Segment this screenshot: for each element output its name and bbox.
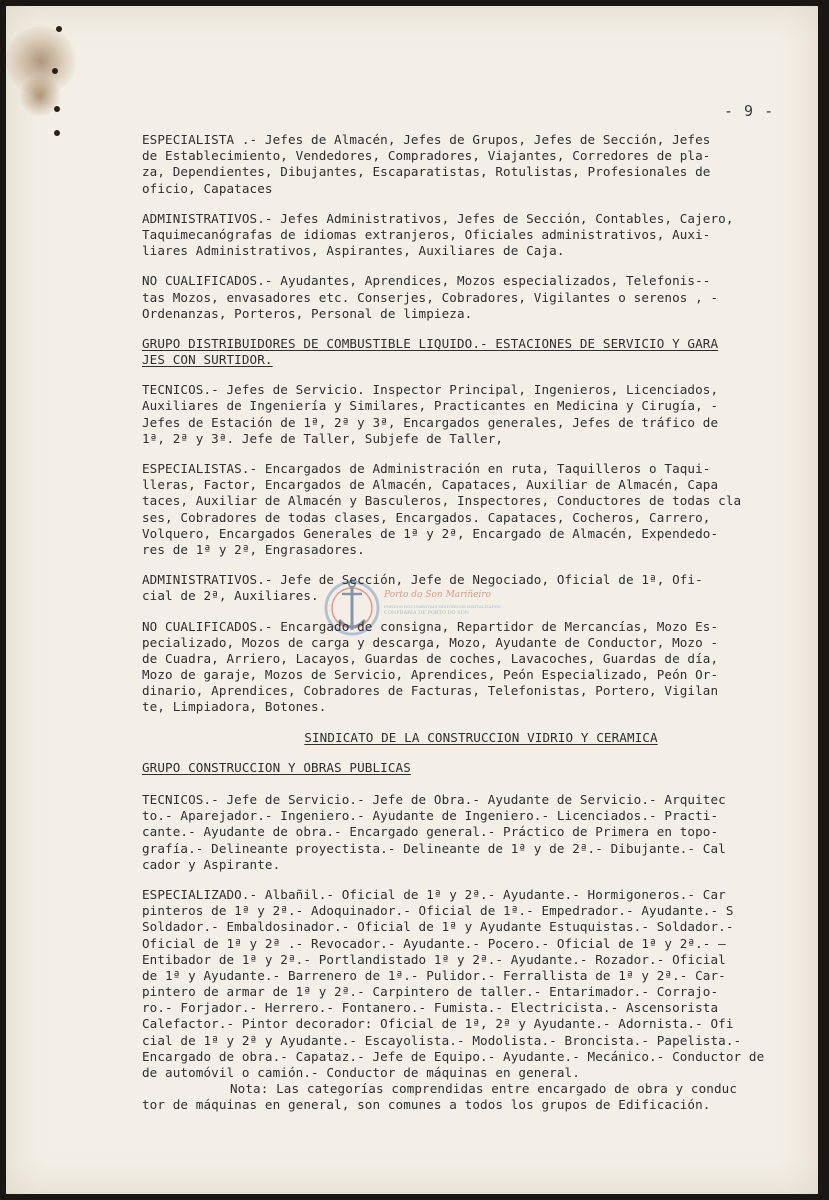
heading-grupo-distribuidores <box>142 336 798 368</box>
text-line: Ordenanzas, Porteros, Personal de limpieza. <box>142 305 473 321</box>
heading-sindicato: SINDICATO DE LA CONSTRUCCION VIDRIO Y CERAMICA <box>304 729 658 745</box>
text-line: to.- Aparejador.- Ingeniero.- Ayudante de Ingeniero.- Licenciados.- Practi- <box>142 808 719 824</box>
paragraph-especializado <box>142 887 798 1081</box>
text-line: Jefes de Estación de 1ª, 2ª y 3ª, Encargados generales, Jefes de tráfico de <box>142 414 719 430</box>
text-line: lleras, Factor, Encargados de Almacén, Capataces, Auxiliar de Almacén, Capa <box>142 477 719 493</box>
text-line: Calefactor.- Pintor decorador: Oficial de 1ª, 2ª y Ayudante.- Adornista.- Ofi <box>142 1016 734 1032</box>
text-line: Mozo de garaje, Mozos de Servicio, Aprendices, Peón Especializado, Peón Or- <box>142 667 719 683</box>
text-line: te, Limpiadora, Botones. <box>142 699 327 715</box>
text-line: ESPECIALISTAS.- Encargados de Administración en ruta, Taquilleros o Taqui- <box>142 461 711 476</box>
text-line: grafía.- Delineante proyectista.- Delineante de 1ª y de 2ª.- Dibujante.- Cal <box>142 840 726 856</box>
page-number: - 9 - <box>724 102 775 120</box>
text-line: liares Administrativos, Aspirantes, Auxiliares de Caja. <box>142 243 565 259</box>
text-line: taces, Auxiliar de Almacén y Basculeros, Inspectores, Conductores de todas cla <box>142 493 742 509</box>
text-line: Taquimecanógrafas de idiomas extranjeros, Oficiales administrativos, Auxi- <box>142 226 711 242</box>
stamp-title: Porto do Son Mariñeiro <box>384 590 492 600</box>
punch-hole <box>54 106 60 112</box>
text-line: NO CUALIFICADOS.- Encargado de consigna, Repartidor de Mercancías, Mozo Es- <box>142 618 719 634</box>
text-line: Nota: Las categorías comprendidas entre encargado de obra y conduc <box>230 1081 738 1097</box>
heading-line: GRUPO DISTRIBUIDORES DE COMBUSTIBLE LIQUIDO.- ESTACIONES DE SERVICIO Y GARA <box>142 335 719 351</box>
punch-hole <box>54 130 60 136</box>
text-line: Soldador.- Embaldosinador.- Oficial de 1ª y Ayudante Estuquistas.- Soldador.- <box>142 919 734 935</box>
document-page <box>6 6 818 1194</box>
paragraph-administrativos-2 <box>142 572 798 604</box>
text-line: res de 1ª y 2ª, Engrasadores. <box>142 541 365 557</box>
stamp-subtitle: FONDOS DOCUMENTAIS HISTÓRICOS DIXITALIZADOS <box>384 604 501 609</box>
text-line: Entibador de 1ª y 2ª.- Portlandistado 1ª y 2ª.- Ayudante.- Rozador.- Oficial <box>142 951 726 967</box>
text-line: ro.- Forjador.- Herrero.- Fontanero.- Fumista.- Electricista.- Ascensorista <box>142 1000 719 1016</box>
text-line: ADMINISTRATIVOS.- Jefes Administrativos, Jefes de Sección, Contables, Cajero, <box>142 210 734 226</box>
text-line: tor de máquinas en general, son comunes a todos los grupos de Edificación. <box>142 1097 711 1113</box>
text-line: Auxiliares de Ingeniería y Similares, Practicantes en Medicina y Cirugía, - <box>142 398 719 414</box>
stamp-organization: CONFRARÍA DE PORTO DO SON <box>384 610 470 616</box>
text-line: Encargado de obra.- Capataz.- Jefe de Equipo.- Ayudante.- Mecánico.- Conductor de <box>142 1048 765 1064</box>
text-line: NO CUALIFICADOS.- Ayudantes, Aprendices, Mozos especializados, Telefonis-- <box>142 273 711 289</box>
text-line: ESPECIALIZADO.- Albañil.- Oficial de 1ª y 2ª.- Ayudante.- Hormigoneros.- Car <box>142 886 726 902</box>
text-line: ADMINISTRATIVOS.- Jefe de Sección, Jefe de Negociado, Oficial de 1ª, Ofi- <box>142 572 703 588</box>
text-line: dinario, Aprendices, Cobradores de Facturas, Telefonistas, Portero, Vigilan <box>142 683 719 699</box>
text-line: cial de 1ª y 2ª y Ayudante.- Escayolista.- Modolista.- Broncista.- Papelista.- <box>142 1032 742 1048</box>
paragraph-nota <box>142 1081 798 1113</box>
document-body <box>142 132 798 1114</box>
text-line: tas Mozos, envasadores etc. Conserjes, Cobradores, Vigilantes o serenos , - <box>142 289 719 305</box>
text-line: de Establecimiento, Vendedores, Compradores, Viajantes, Corredores de pla- <box>142 148 711 164</box>
text-line: cante.- Ayudante de obra.- Encargado general.- Práctico de Primera en topo- <box>142 824 719 840</box>
paragraph-no-cualificados <box>142 273 798 322</box>
text-line: pintero de armar de 1ª y 2ª.- Carpintero de taller.- Entarimador.- Corrajo- <box>142 984 719 1000</box>
paragraph-especialistas <box>142 132 798 197</box>
text-line: pinteros de 1ª y 2ª.- Adoquinador.- Oficial de 1ª.- Empedrador.- Ayudante.- S <box>142 903 734 919</box>
text-line: TECNICOS.- Jefe de Servicio.- Jefe de Obra.- Ayudante de Servicio.- Arquitec <box>142 792 726 807</box>
text-line: de automóvil o camión.- Conductor de máquinas en general. <box>142 1065 580 1080</box>
text-line: 1ª, 2ª y 3ª. Jefe de Taller, Subjefe de Taller, <box>142 430 504 446</box>
text-line: de 1ª y Ayudante.- Barrenero de 1ª.- Pulidor.- Ferrallista de 1ª y 2ª.- Car- <box>142 967 726 983</box>
text-line: pecializado, Mozos de carga y descarga, Mozo, Ayudante de Conductor, Mozo - <box>142 634 719 650</box>
punch-hole <box>56 26 62 32</box>
text-line: za, Dependientes, Dibujantes, Escaparatistas, Rotulistas, Profesionales de <box>142 164 711 180</box>
text-line: ESPECIALISTA .- Jefes de Almacén, Jefes de Grupos, Jefes de Sección, Jefes <box>142 132 711 147</box>
text-line: de Cuadra, Arriero, Lacayos, Guardas de coches, Lavacoches, Guardas de día, <box>142 650 719 666</box>
punch-hole <box>52 68 58 74</box>
text-line: TECNICOS.- Jefes de Servicio. Inspector Principal, Ingenieros, Licenciados, <box>142 382 719 398</box>
text-line: cador y Aspirante. <box>142 856 281 872</box>
text-line: Volquero, Encargados Generales de 1ª y 2ª, Encargado de Almacén, Expendedo- <box>142 525 719 541</box>
text-line: Oficial de 1ª y 2ª .- Revocador.- Ayudante.- Pocero.- Oficial de 1ª y 2ª.- — <box>142 935 726 951</box>
text-line: cial de 2ª, Auxiliares. <box>142 588 319 604</box>
heading-grupo-construccion: GRUPO CONSTRUCCION Y OBRAS PUBLICAS <box>142 759 411 775</box>
heading-line: JES CON SURTIDOR. <box>142 352 273 368</box>
text-line: ses, Cobradores de todas clases, Encargados. Capataces, Cocheros, Carrero, <box>142 509 711 525</box>
paragraph-no-cualificados-2 <box>142 619 798 716</box>
paragraph-tecnicos <box>142 382 798 447</box>
paragraph-especialistas-2 <box>142 461 798 558</box>
paragraph-tecnicos-2 <box>142 792 798 873</box>
text-line: oficio, Capataces <box>142 180 273 196</box>
paragraph-administrativos <box>142 211 798 260</box>
